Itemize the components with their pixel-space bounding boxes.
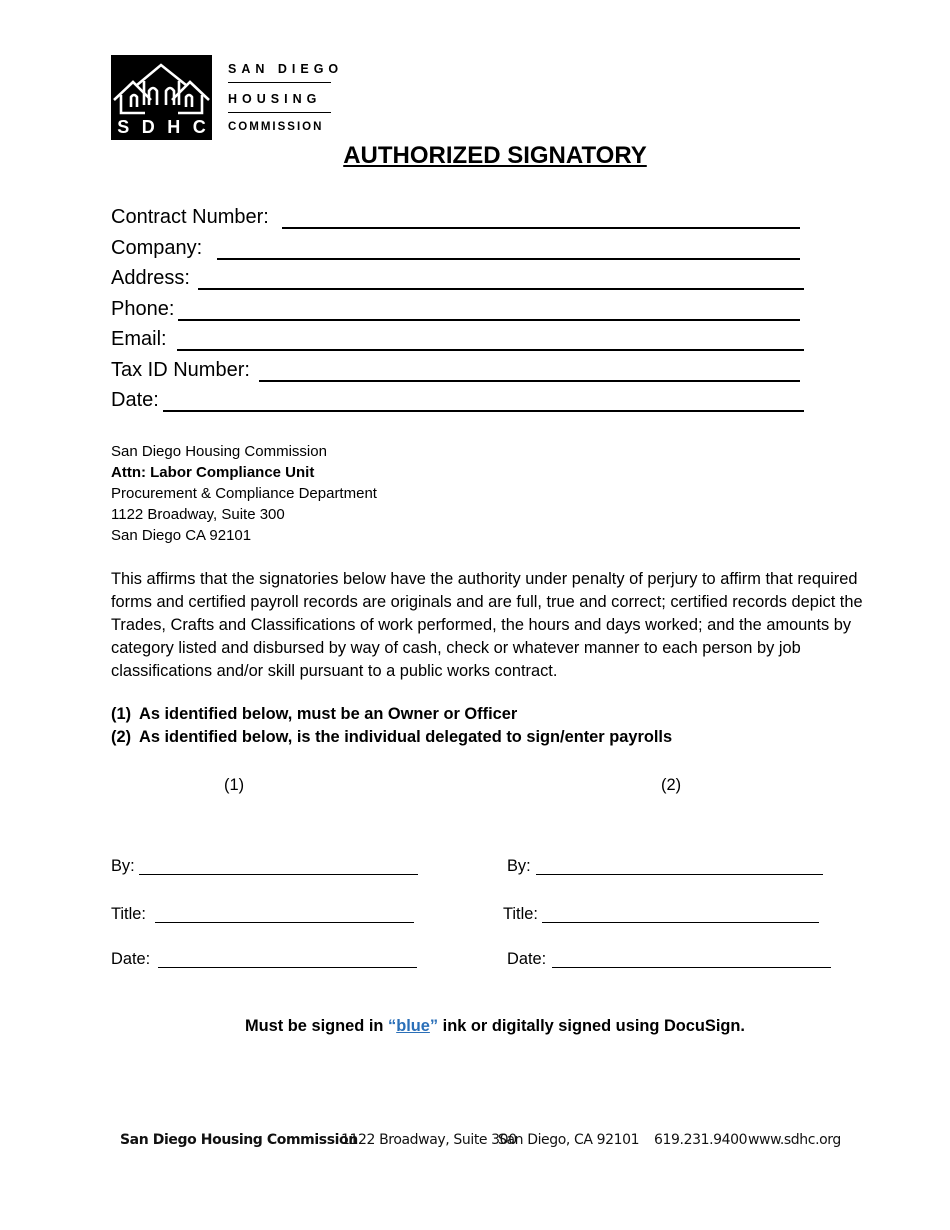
footer-address: 1122 Broadway, Suite 300 (341, 1132, 517, 1148)
field-date[interactable] (111, 388, 159, 412)
fill-line[interactable] (552, 967, 831, 968)
logo-line-3: COMMISSION (228, 121, 324, 133)
fill-line[interactable] (282, 227, 800, 229)
fill-line[interactable] (163, 410, 804, 412)
fill-line[interactable] (198, 288, 804, 290)
open-quote: “ (387, 1017, 397, 1035)
logo-initial: S (117, 116, 130, 137)
signature-instruction (0, 1017, 950, 1036)
column-header-2: (2) (661, 776, 682, 794)
sig-label: Date: (111, 950, 151, 968)
left-date-field[interactable] (111, 949, 150, 969)
blue-word: blue (396, 1017, 430, 1035)
field-label: Company: (111, 237, 203, 259)
instruction-text: Must be signed in (245, 1017, 388, 1035)
fill-line[interactable] (259, 380, 800, 382)
sig-label: Title: (503, 905, 538, 923)
sdhc-logo (111, 55, 212, 140)
field-label: Address: (111, 267, 190, 289)
column-header-1: (1) (224, 776, 245, 794)
field-label: Contract Number: (111, 206, 269, 228)
mailing-dept: Procurement & Compliance Department (111, 485, 377, 502)
logo-divider (228, 112, 331, 113)
field-address[interactable] (111, 266, 190, 290)
footer-website[interactable]: www.sdhc.org (748, 1132, 841, 1148)
field-company[interactable] (111, 236, 202, 260)
footer-phone: 619.231.9400 (654, 1132, 748, 1148)
sig-label: By: (111, 857, 135, 875)
fill-line[interactable] (217, 258, 800, 260)
mailing-org: San Diego Housing Commission (111, 443, 327, 460)
fill-line[interactable] (178, 319, 800, 321)
field-label: Date: (111, 389, 159, 411)
affirmation-text: This affirms that the signatories below have the authority under penalty of perjury to affirm that required forms and certified payroll records are originals and are full, true and correct; certified records depict the Trades, Crafts and Classifications of work performed, the hours and days worked; and the amounts by category listed and disbursed by way of cash, check or whatever manner to each person by job classifications and/or skill pursuant to a public works contract. (111, 570, 863, 680)
logo-line-1: SAN DIEGO (228, 62, 344, 76)
instruction-text: ink or digitally signed using DocuSign. (438, 1017, 745, 1035)
fill-line[interactable] (158, 967, 417, 968)
left-by-field[interactable] (111, 856, 135, 876)
note-text: As identified below, is the individual delegated to sign/enter payrolls (139, 728, 673, 746)
field-tax-id[interactable] (111, 358, 250, 382)
sig-label: Date: (507, 950, 547, 968)
mailing-attn: Attn: Labor Compliance Unit (111, 464, 315, 481)
right-by-field[interactable] (507, 856, 531, 876)
logo-initial: D (141, 116, 155, 137)
field-contract-number[interactable] (111, 205, 269, 229)
footer-org: San Diego Housing Commission (120, 1132, 358, 1148)
logo-initial: H (167, 116, 181, 137)
note-delegate (111, 728, 672, 747)
fill-line[interactable] (536, 874, 823, 875)
note-owner (111, 705, 517, 724)
mailing-city: San Diego CA 92101 (111, 527, 252, 544)
mailing-street: 1122 Broadway, Suite 300 (111, 506, 285, 523)
fill-line[interactable] (177, 349, 804, 351)
page-title: AUTHORIZED SIGNATORY (343, 142, 647, 169)
field-label: Phone: (111, 298, 175, 320)
footer-city: San Diego, CA 92101 (498, 1132, 640, 1148)
mailing-address (111, 441, 377, 546)
sig-label: Title: (111, 905, 146, 923)
logo-line-2: HOUSING (228, 92, 322, 106)
field-phone[interactable] (111, 297, 174, 321)
sig-label: By: (507, 857, 531, 875)
field-email[interactable] (111, 327, 167, 351)
right-date-field[interactable] (507, 949, 546, 969)
right-title-field[interactable] (503, 904, 538, 924)
note-text: As identified below, must be an Owner or Officer (139, 705, 518, 723)
logo-divider (228, 82, 331, 83)
logo-initial: C (192, 116, 206, 137)
note-number: (1) (111, 705, 132, 723)
fill-line[interactable] (139, 874, 418, 875)
fill-line[interactable] (542, 922, 819, 923)
fill-line[interactable] (155, 922, 414, 923)
note-number: (2) (111, 728, 132, 746)
close-quote: ” (429, 1017, 439, 1035)
field-label: Email: (111, 328, 167, 350)
field-label: Tax ID Number: (111, 359, 250, 381)
blue-quote (388, 1017, 438, 1035)
left-title-field[interactable] (111, 904, 146, 924)
